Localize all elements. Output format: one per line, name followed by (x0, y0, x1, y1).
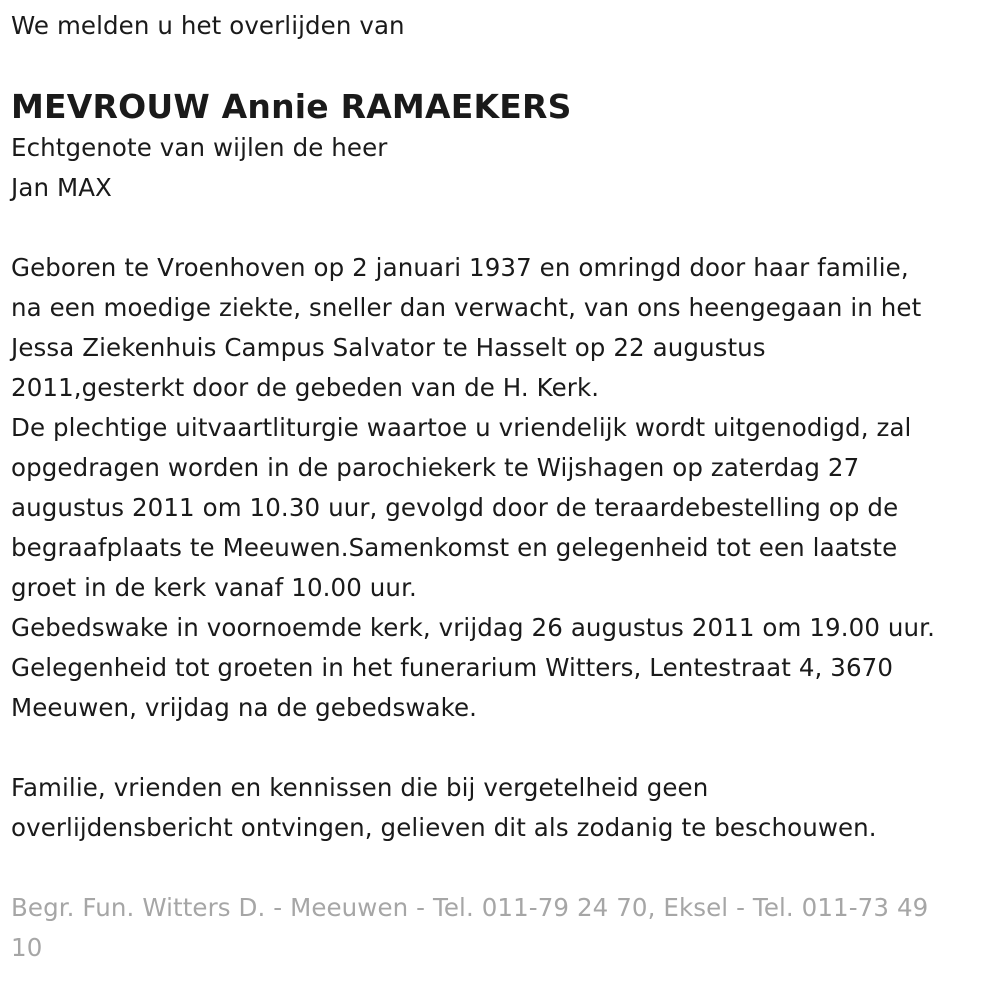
paragraph-gap (11, 208, 996, 248)
closing-note (11, 768, 996, 848)
spouse-line-1: Echtgenote van wijlen de heer (11, 133, 388, 162)
closing-line: Familie, vrienden en kennissen die bij vergetelheid geen (11, 773, 709, 802)
body-line: Gebedswake in voornoemde kerk, vrijdag 26 augustus 2011 om 19.00 uur. (11, 613, 935, 642)
funeral-home-footer (11, 888, 996, 968)
footer-line: Begr. Fun. Witters D. - Meeuwen - Tel. 011-79 24 70, Eksel - Tel. 011-73 49 (11, 893, 929, 922)
spouse-line-2: Jan MAX (11, 173, 112, 202)
body-line: Geboren te Vroenhoven op 2 januari 1937 en omringd door haar familie, (11, 253, 909, 282)
death-notice (11, 0, 996, 968)
body-line: groet in de kerk vanaf 10.00 uur. (11, 573, 417, 602)
paragraph-gap (11, 728, 996, 768)
deceased-name: MEVROUW Annie RAMAEKERS (11, 87, 572, 126)
body-line: augustus 2011 om 10.30 uur, gevolgd door de teraardebestelling op de (11, 493, 899, 522)
body-line: opgedragen worden in de parochiekerk te Wijshagen op zaterdag 27 (11, 453, 860, 482)
body-line: Jessa Ziekenhuis Campus Salvator te Hasselt op 22 augustus (11, 333, 766, 362)
body-line: 2011,gesterkt door de gebeden van de H. Kerk. (11, 373, 600, 402)
closing-line: overlijdensbericht ontvingen, gelieven dit als zodanig te beschouwen. (11, 813, 877, 842)
notice-body (11, 248, 996, 728)
body-line: Meeuwen, vrijdag na de gebedswake. (11, 693, 478, 722)
footer-line: 10 (11, 933, 43, 962)
body-line: na een moedige ziekte, sneller dan verwacht, van ons heengegaan in het (11, 293, 922, 322)
intro-text: We melden u het overlijden van (11, 11, 405, 40)
paragraph-gap (11, 848, 996, 888)
body-line: Gelegenheid tot groeten in het funerarium Witters, Lentestraat 4, 3670 (11, 653, 894, 682)
body-line: begraafplaats te Meeuwen.Samenkomst en gelegenheid tot een laatste (11, 533, 898, 562)
body-line: De plechtige uitvaartliturgie waartoe u vriendelijk wordt uitgenodigd, zal (11, 413, 912, 442)
